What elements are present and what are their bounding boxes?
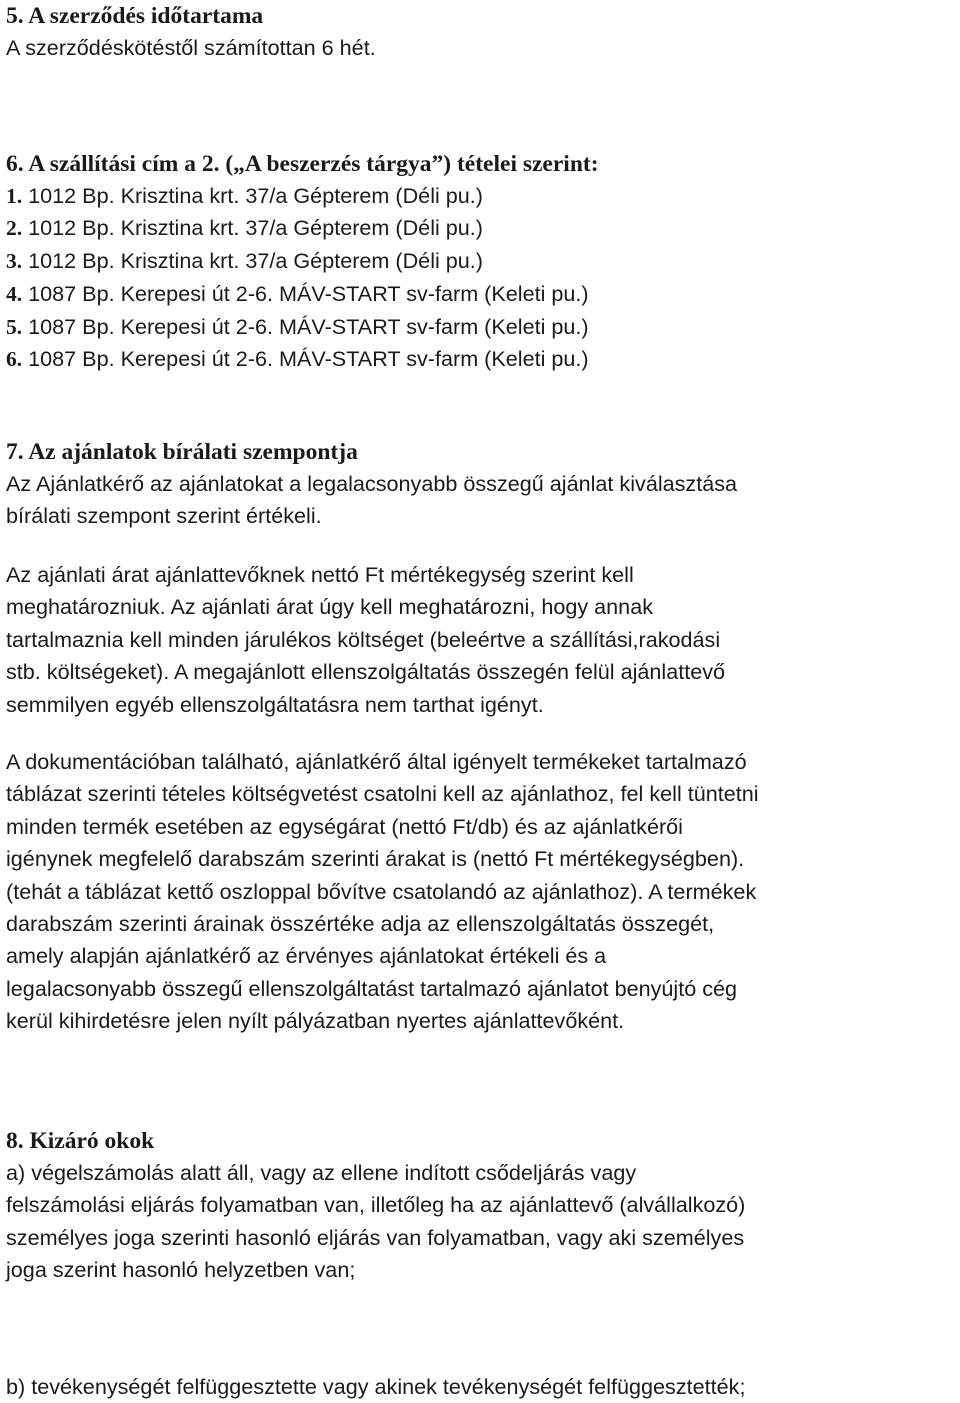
- paragraph-line: (tehát a táblázat kettő oszloppal bővítve csatolandó az ajánlathoz). A termékek: [6, 878, 757, 904]
- section-6-heading: 6. A szállítási cím a 2. („A beszerzés tárgya”) tételei szerint:: [6, 151, 599, 177]
- address-item-text: 1087 Bp. Kerepesi út 2-6. MÁV-START sv-farm (Keleti pu.): [22, 346, 589, 371]
- address-item-number: 3.: [6, 249, 23, 273]
- address-item-text: 1087 Bp. Kerepesi út 2-6. MÁV-START sv-farm (Keleti pu.): [22, 281, 589, 306]
- paragraph-line: kerül kihirdetésre jelen nyílt pályázatban nyertes ajánlattevőként.: [6, 1008, 625, 1034]
- address-item-number: 1.: [6, 184, 23, 208]
- section-7-paragraph-2: [6, 559, 725, 721]
- paragraph-line: Az Ajánlatkérő az ajánlatokat a legalacsonyabb összegű ajánlat kiválasztása: [6, 471, 738, 496]
- section-8-heading: 8. Kizáró okok: [6, 1128, 155, 1154]
- paragraph-line: A dokumentációban található, ajánlatkérő által igényelt termékeket tartalmazó: [6, 749, 747, 774]
- address-item-number: 6.: [6, 347, 23, 371]
- address-item: [6, 343, 589, 375]
- paragraph-line: joga szerint hasonló helyzetben van;: [6, 1257, 356, 1283]
- paragraph-line: személyes joga szerinti hasonló eljárás van folyamatban, vagy aki személyes: [6, 1224, 745, 1250]
- address-item: [6, 311, 589, 343]
- paragraph-line: bírálati szempont szerint értékeli.: [6, 503, 322, 529]
- address-item-text: 1012 Bp. Krisztina krt. 37/a Gépterem (Déli pu.): [22, 183, 483, 208]
- address-item: [6, 278, 589, 310]
- address-item-number: 4.: [6, 282, 23, 306]
- section-8-item-a: [6, 1157, 745, 1287]
- paragraph-line: tartalmaznia kell minden járulékos költséget (beleértve a szállítási,rakodási: [6, 626, 721, 652]
- paragraph-line: felszámolási eljárás folyamatban van, illetőleg ha az ajánlattevő (alvállalkozó): [6, 1192, 746, 1218]
- address-item: [6, 245, 483, 277]
- address-item-number: 2.: [6, 216, 23, 240]
- paragraph-line: legalacsonyabb összegű ellenszolgáltatást tartalmazó ajánlatot benyújtó cég: [6, 975, 738, 1001]
- address-item-text: 1012 Bp. Krisztina krt. 37/a Gépterem (Déli pu.): [22, 215, 483, 240]
- address-item-number: 5.: [6, 315, 23, 339]
- paragraph-line: a) végelszámolás alatt áll, vagy az ellene indított csődeljárás vagy: [6, 1160, 637, 1185]
- section-8-item-b: b) tevékenységét felfüggesztette vagy akinek tevékenységét felfüggesztették;: [6, 1374, 746, 1399]
- section-7-paragraph-1: [6, 468, 737, 533]
- address-item-text: 1012 Bp. Krisztina krt. 37/a Gépterem (Déli pu.): [22, 248, 483, 273]
- paragraph-line: minden termék esetében az egységárat (nettó Ft/db) és az ajánlatkérői: [6, 813, 683, 839]
- paragraph-line: stb. költségeket). A megajánlott ellenszolgáltatás összegén felül ajánlattevő: [6, 659, 726, 685]
- paragraph-line: darabszám szerinti árainak összértéke adja az ellenszolgáltatás összegét,: [6, 911, 715, 937]
- paragraph-line: táblázat szerinti tételes költségvetést csatolni kell az ajánlathoz, fel kell tüntetni: [6, 781, 759, 807]
- paragraph-line: amely alapján ajánlatkérő az érvényes ajánlatokat értékeli és a: [6, 943, 607, 969]
- address-item: [6, 180, 483, 212]
- address-item: [6, 212, 483, 244]
- section-5-text: A szerződéskötéstől számítottan 6 hét.: [6, 35, 376, 60]
- paragraph-line: meghatározniuk. Az ajánlati árat úgy kell meghatározni, hogy annak: [6, 594, 654, 620]
- address-item-text: 1087 Bp. Kerepesi út 2-6. MÁV-START sv-farm (Keleti pu.): [22, 314, 589, 339]
- section-7-paragraph-3: [6, 746, 759, 1038]
- paragraph-line: Az ajánlati árat ajánlattevőknek nettó Ft mértékegység szerint kell: [6, 562, 634, 587]
- section-5-heading: 5. A szerződés időtartama: [6, 3, 264, 29]
- section-7-heading: 7. Az ajánlatok bírálati szempontja: [6, 439, 358, 465]
- paragraph-line: semmilyen egyéb ellenszolgáltatásra nem tarthat igényt.: [6, 691, 544, 717]
- paragraph-line: igénynek megfelelő darabszám szerinti árakat is (nettó Ft mértékegységben).: [6, 846, 745, 872]
